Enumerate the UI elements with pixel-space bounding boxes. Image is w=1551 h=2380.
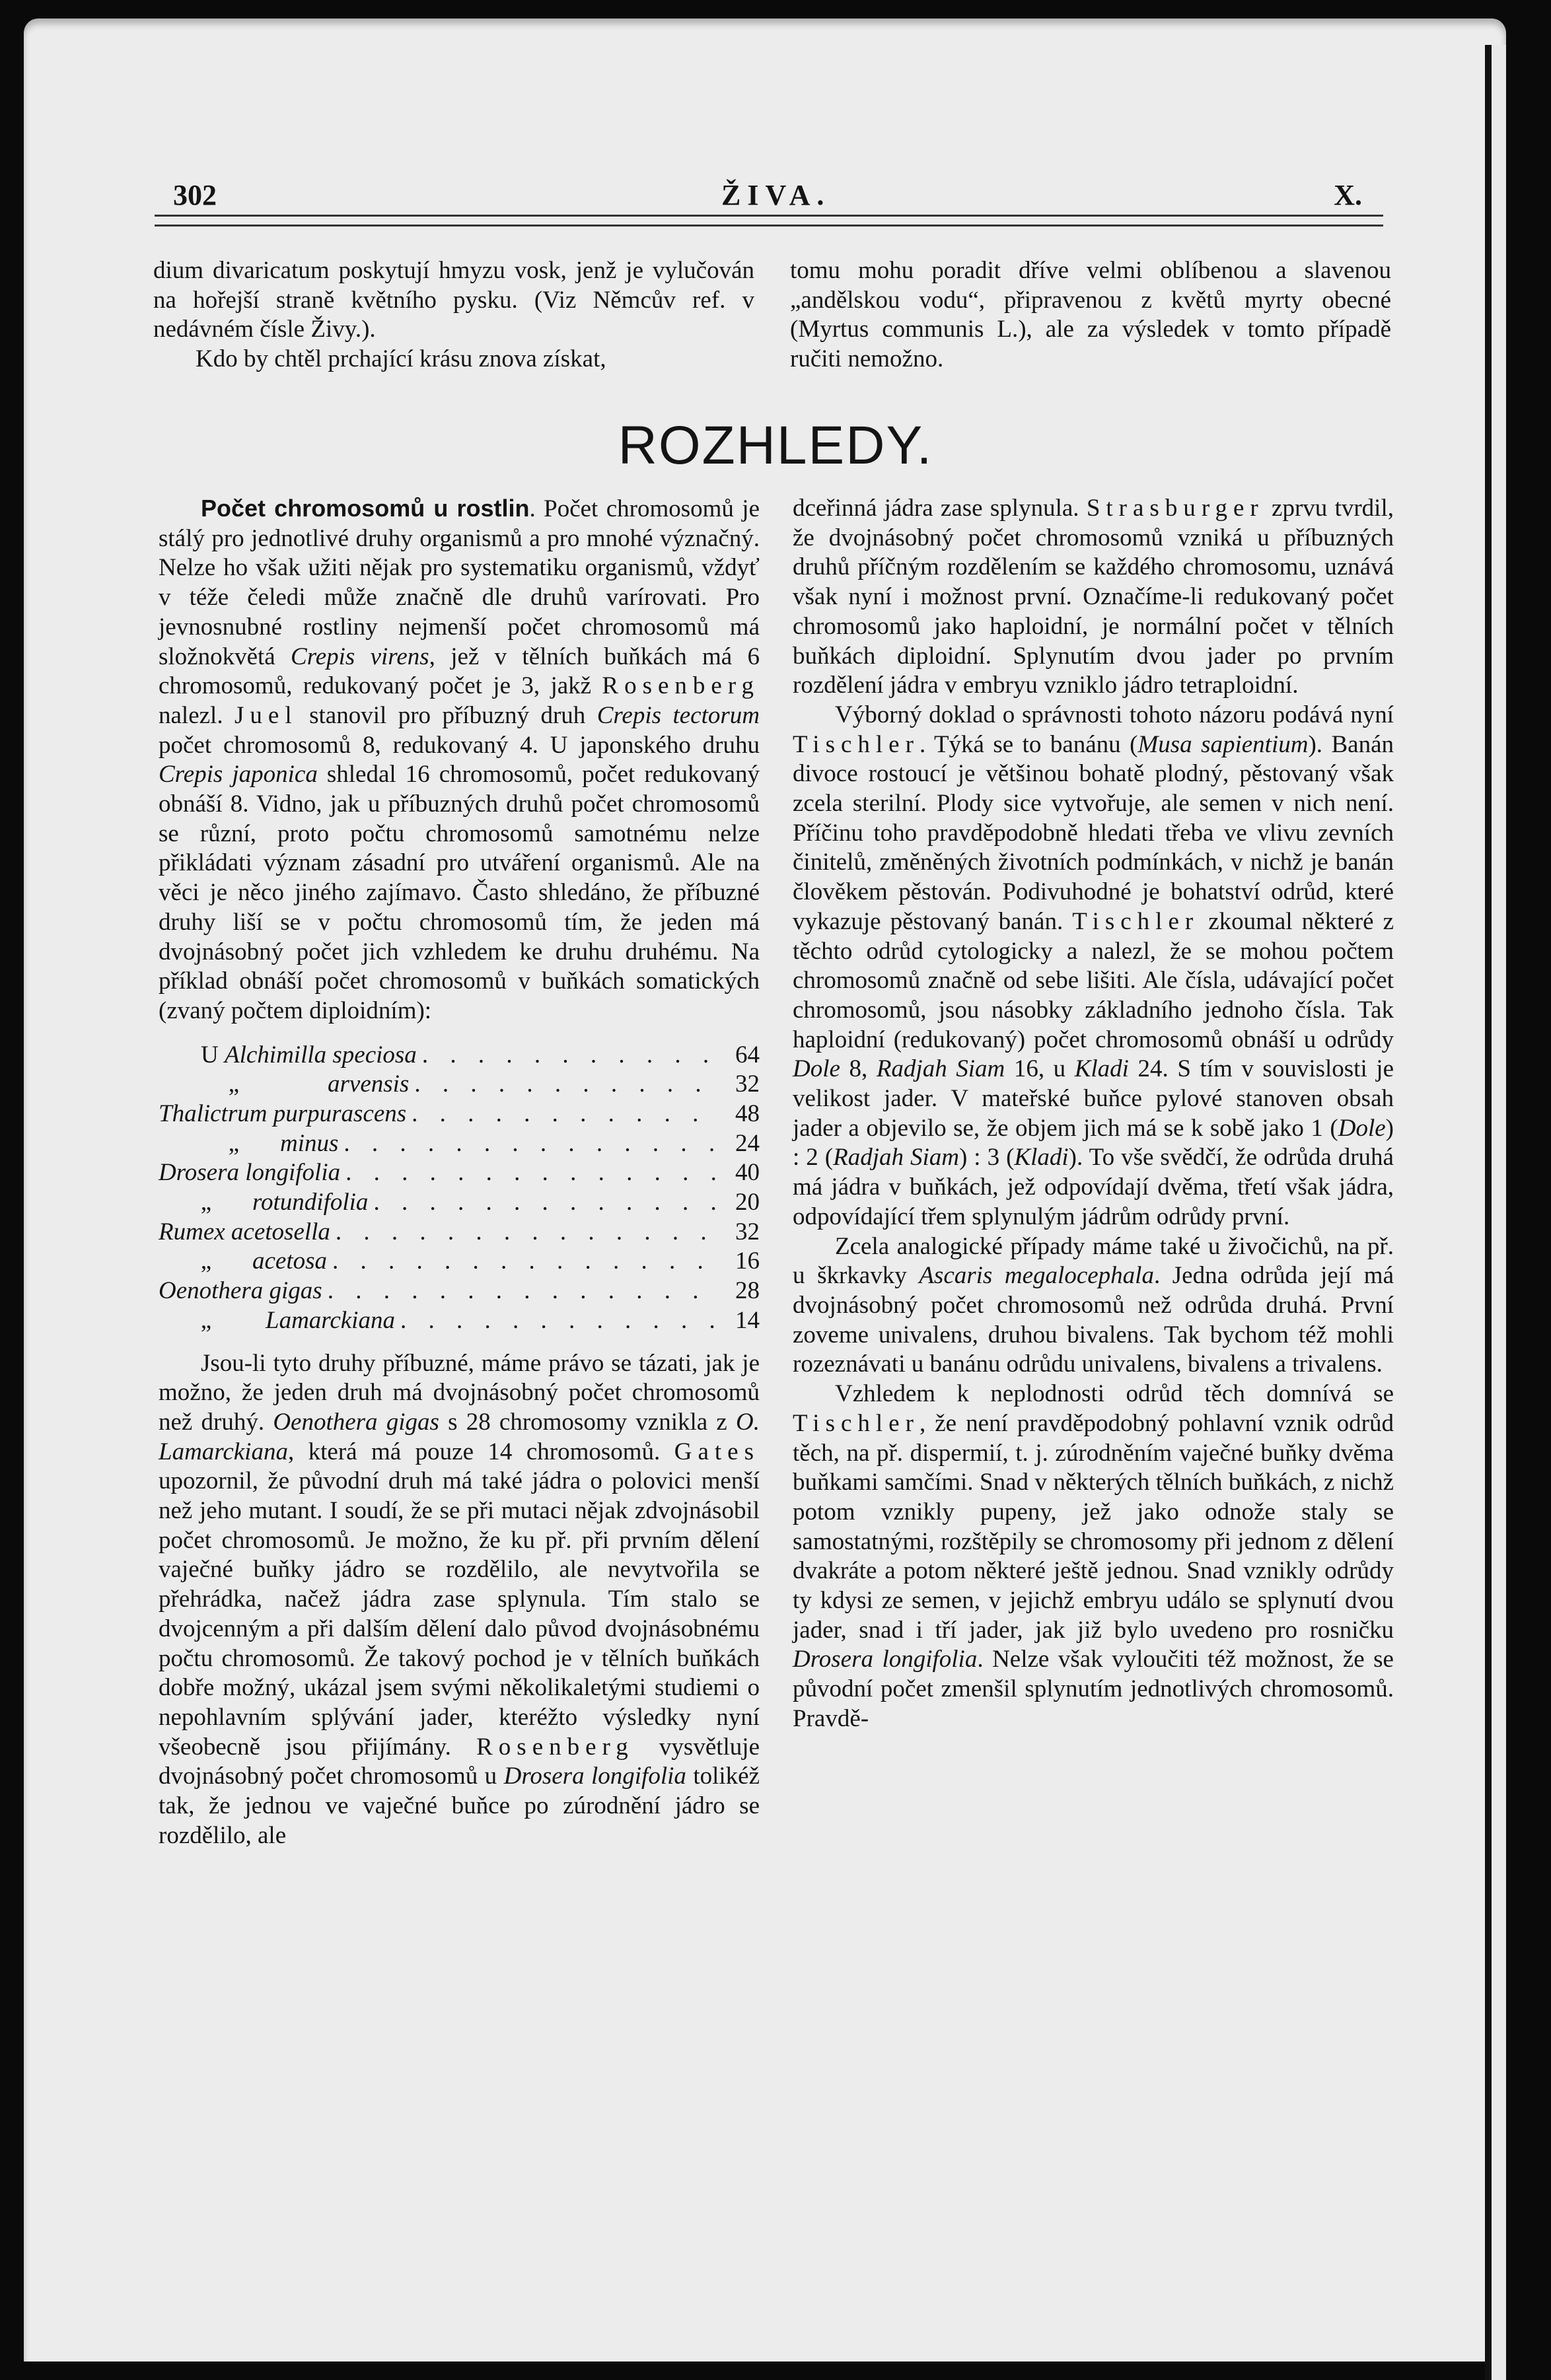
- author-name: Tischler: [793, 1409, 920, 1437]
- author-name: Rosenberg: [476, 1733, 634, 1761]
- leader-dots: [373, 1188, 721, 1218]
- table-row: [159, 1277, 760, 1306]
- author-name: Gates: [674, 1438, 760, 1465]
- chromosome-count: 32: [735, 1218, 760, 1245]
- species-name: Thalictrum purpurascens: [159, 1100, 407, 1128]
- species-name: Oenothera gigas: [273, 1408, 439, 1436]
- author-name: Tischler: [1072, 907, 1200, 935]
- species-name: acetosa: [252, 1247, 328, 1275]
- ditto-mark: „: [200, 1306, 212, 1334]
- species-name: Oenothera gigas: [159, 1277, 322, 1305]
- ditto-mark: „: [200, 1189, 212, 1216]
- chromosome-count: 40: [735, 1159, 760, 1187]
- species-name: Drosera longifolia: [793, 1646, 978, 1673]
- variety-name: Radjah Siam: [833, 1144, 959, 1172]
- leader-dots: [414, 1070, 721, 1100]
- species-name: O. Lamarckiana: [159, 1408, 760, 1465]
- author-name: Tischler: [793, 730, 920, 758]
- paragraph: Výborný doklad o správnosti tohoto názoru podává nyní Tischler. Týká se to banánu (Musa sapientium). Banán divoce rostoucí je většinou bohatě plodný, pěstovaný však zcela sterilní. Plody sice vytvořuje, ale semen v nich není. Příčinu toho pravděpodobně hledati třeba ve vlivu zevních činitelů, změněných životních podmínkách, v nichž je banán člověkem pěstován. Podivuhodné je bohatství odrůd, které vykazuje pěstovaný banán. Tischler zkoumal některé z těchto odrůd cytologicky a nalezl, že se mohou počtem chromosomů značně od sebe lišiti. Ale čísla, udávající počet chromosomů, jsou násobky základního jednoho čísla. Tak haploidní (redukovaný) počet chromosomů obnáší u odrůdy Dole 8, Radjah Siam 16, u Kladi 24. S tím v souvislosti je velikost jader. V mateřské buňce pylové stanoven obsah jader a objevilo se, že objem jich má se k sobě jako 1 (Dole) : 2 (Radjah Siam) : 3 (Kladi). To vše svědčí, že odrůda druhá má jádra v buňkách, jež odpovídají dvěma, třetí však jádra, odpovídající třem splynulým jádrům odrůdy první.: [793, 701, 1394, 1230]
- species-name: Lamarckiana: [266, 1306, 395, 1334]
- chromosome-count: 48: [735, 1100, 760, 1128]
- chromosome-count: 20: [735, 1189, 760, 1216]
- table-row: U Alchimilla speciosa . . . 64: [159, 1041, 760, 1070]
- ditto-mark: „: [200, 1247, 212, 1275]
- variety-name: Dole: [1338, 1114, 1386, 1142]
- species-name: Crepis japonica: [159, 761, 318, 788]
- leader-dots: [412, 1100, 721, 1129]
- article-column-right: [793, 494, 1394, 1734]
- author-name: Juel: [234, 701, 298, 729]
- variety-name: Kladi: [1074, 1055, 1129, 1083]
- page-number: 302: [173, 179, 217, 211]
- species-name: Drosera longifolia: [159, 1159, 341, 1187]
- paragraph: Jsou-li tyto druhy příbuzné, máme právo se tázati, jak je možno, že jeden druh má dvojnásobný počet chromosomů než druhý. Oenothera gigas s 28 chromosomy vznikla z O. Lamarckiana, která má pouze 14 chromosomů. Gates upozornil, že původní druh má také jádra o polovici menší než jeho mutant. I soudí, že se při mutaci nějak zdvojnásobil počet chromosomů. Je možno, že ku př. při prvním dělení vaječné buňky jádro se rozdělilo, ale nevytvořila se přehrádka, načež jádra zase splynula. Tím stalo se dvojcenným a při dalším dělení dalo původ dvojnásobnému počtu chromosomů. Že takový pochod je v tělních buňkách dobře možný, ukázal jsem svými několikaletými studiemi o nepohlavním splývání jader, kteréžto výsledky nyní všeobecně jsou přijímány. Rosenberg vysvětluje dvojnásobný počet chromosomů u Drosera longifolia tolikéž tak, že jednou ve vaječné buňce po zúrodnění jádro se rozdělilo, ale: [159, 1349, 760, 1849]
- variety-name: Dole: [793, 1055, 840, 1083]
- chromosome-count: 24: [735, 1129, 760, 1157]
- table-row: [159, 1158, 760, 1188]
- paragraph: tomu mohu poradit dříve velmi oblíbenou a slavenou „andělskou vodu“, připravenou z květů myrty obecné (Myrtus communis L.), ale za výsledek v tomto případě ručiti nemožno.: [790, 257, 1391, 373]
- species-name: Crepis virens: [291, 643, 429, 670]
- author-name: Rosenberg: [602, 672, 760, 700]
- variety-name: Radjah Siam: [876, 1055, 1005, 1083]
- header-double-rule: [155, 215, 1383, 227]
- chromosome-count-table: [159, 1041, 760, 1336]
- species-name: Rumex acetosella: [159, 1218, 330, 1245]
- chromosome-count: 14: [735, 1306, 760, 1334]
- paragraph: Počet chromosomů u rostlin. Počet chromosomů je stálý pro jednotlivé druhy organismů a pro mnohé význačný. Nelze ho však užiti nějak pro systematiku organismů, vždyť v téže čeledi může značně dle druhů varírovati. Pro jevnosnubné rostliny nejmenší počet chromosomů má složnokvětá Crepis virens, jež v tělních buňkách má 6 chromosomů, redukovaný počet je 3, jakž Rosenberg nalezl. Juel stanovil pro příbuzný druh Crepis tectorum počet chromosomů 8, redukovaný 4. U japonského druhu Crepis japonica shledal 16 chromosomů, počet redukovaný obnáší 8. Vidno, jak u příbuzných druhů počet chromosomů se různí, proto počtu chromosomů samotnému nelze přikládati význam zásadní pro utváření organismů. Ale na věci je něco jiného zajímavo. Často shledáno, že příbuzné druhy liší se v počtu chromosomů tím, že jeden má dvojnásobný počet jich vzhledem ke druhu druhému. Na příklad obnáší počet chromosomů v buňkách somatických (zvaný počtem diploidním):: [159, 495, 760, 1024]
- ditto-mark: „: [228, 1070, 240, 1098]
- species-name: rotundifolia: [252, 1189, 369, 1216]
- column-right-continuation: [790, 256, 1391, 374]
- author-name: Strasburger: [1086, 495, 1264, 522]
- article-title: Počet chromosomů u rostlin: [201, 495, 530, 522]
- table-row: [159, 1306, 760, 1336]
- species-name: Drosera longifolia: [503, 1763, 686, 1790]
- species-name: Musa sapientium: [1137, 730, 1309, 758]
- leader-dots: [332, 1247, 721, 1277]
- variety-name: Kladi: [1014, 1144, 1069, 1172]
- leader-dots: [343, 1129, 721, 1159]
- table-row: [159, 1100, 760, 1129]
- chromosome-count: 64: [735, 1041, 760, 1068]
- species-name: Crepis tectorum: [596, 701, 760, 729]
- chromosome-count: 28: [735, 1277, 760, 1305]
- leader-dots: [336, 1218, 721, 1247]
- paragraph: dium divaricatum poskytují hmyzu vosk, jenž je vylučován na hořejší straně květního pysku. (Viz Němcův ref. v nedávném čísle Živy.).: [153, 257, 754, 343]
- ditto-mark: „: [228, 1129, 240, 1157]
- column-left-continuation: [153, 256, 754, 374]
- journal-title: ŽIVA.: [721, 179, 831, 211]
- running-header: [173, 178, 1362, 211]
- species-name: Alchimilla speciosa: [224, 1041, 417, 1068]
- paragraph: Vzhledem k neplodnosti odrůd těch domnívá se Tischler, že není pravděpodobný pohlavní vznik odrůd těch, na př. dispermií, t. j. zúrodněním vaječné buňky dvěma buňkami samčími. Snad v některých tělních buňkách, z nichž potom vznikly pupeny, jež jako odnože staly se samostatnými, rozštěpily se chromosomy při jednom z dělení dvakráte a potom některé ještě jednou. Snad vznikly odrůdy ty kdysi ze semen, v jejichž embryu událo se splynutí dvou jader, snad i tří jader, jak již bylo uvedeno pro rosničku Drosera longifolia. Nelze však vyloučiti též možnost, že se původní počet zmenšil splynutím jednotlivých chromosomů. Pravdě-: [793, 1380, 1394, 1732]
- species-name: arvensis: [328, 1070, 410, 1098]
- chromosome-count: 32: [735, 1070, 760, 1098]
- volume-number: X.: [1334, 179, 1362, 211]
- leader-dots: [345, 1158, 721, 1188]
- leader-dots: [400, 1306, 721, 1336]
- page-edge: [1485, 45, 1506, 2380]
- species-name: Ascaris megalocephala: [919, 1262, 1154, 1290]
- table-row: [159, 1188, 760, 1218]
- section-heading: ROZHLEDY.: [618, 415, 933, 475]
- table-row: [159, 1070, 760, 1100]
- leader-dots: [422, 1041, 721, 1070]
- table-row: [159, 1129, 760, 1159]
- species-name: minus: [280, 1129, 339, 1157]
- table-row: [159, 1218, 760, 1247]
- article-column-left: [159, 494, 760, 1850]
- table-row: [159, 1247, 760, 1277]
- chromosome-count: 16: [735, 1247, 760, 1275]
- paragraph: dceřinná jádra zase splynula. Strasburger zprvu tvrdil, že dvojnásobný počet chromosomů vzniká u příbuzných druhů příčným rozdělením se každého chromosomu, uznává však nyní i možnost první. Označíme-li redukovaný počet chromosomů jako haploidní, je normální počet v tělních buňkách diploidní. Splynutím dvou jader po prvním rozdělení jádra v embryu vzniklo jádro tetraploidní.: [793, 495, 1394, 699]
- paragraph: Kdo by chtěl prchající krásu znova získat,: [196, 345, 606, 373]
- leader-dots: [328, 1277, 721, 1306]
- paragraph: Zcela analogické případy máme také u živočichů, na př. u škrkavky Ascaris megalocephala. Jedna odrůda její má dvojnásobný počet chromosomů než odrůda druhá. První zoveme univalens, druhou bivalens. Tak bychom též mohli rozeznávati u banánu odrůdu univalens, bivalens a trivalens.: [793, 1232, 1394, 1378]
